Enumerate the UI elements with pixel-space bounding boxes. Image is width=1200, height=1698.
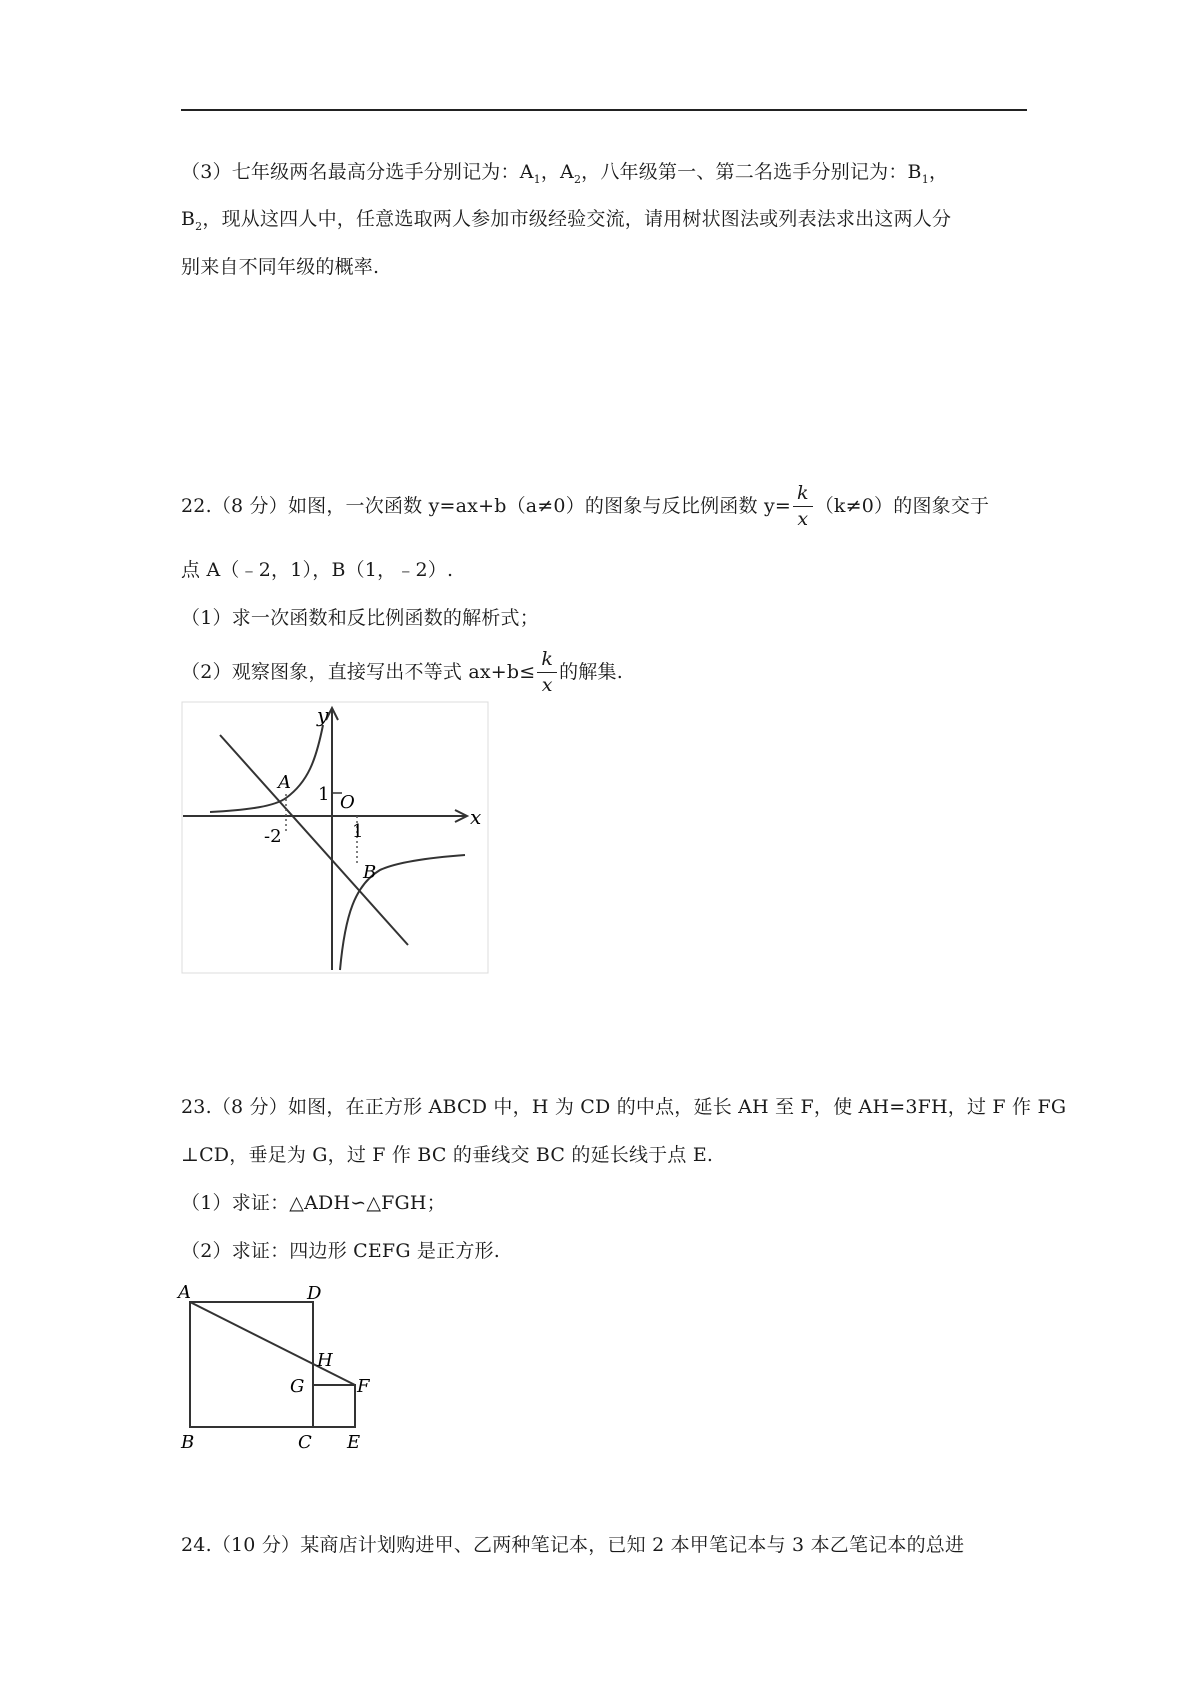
square-figure bbox=[175, 1280, 385, 1455]
label-a: A bbox=[178, 1282, 191, 1303]
subscript-a1: 1 bbox=[533, 172, 541, 186]
label-c: C bbox=[298, 1432, 312, 1453]
y-axis-label: y bbox=[317, 703, 329, 727]
q23-line2: ⊥CD，垂足为 G，过 F 作 BC 的垂线交 BC 的延长线于点 E. bbox=[181, 1144, 714, 1166]
point-b-label: B bbox=[363, 862, 377, 883]
q22-part2 bbox=[181, 650, 623, 696]
q23-part2: （2）求证：四边形 CEFG 是正方形. bbox=[181, 1240, 500, 1262]
x-axis-label: x bbox=[470, 805, 482, 829]
q21-part3-line3: 别来自不同年级的概率. bbox=[181, 256, 380, 278]
subscript-b1: 1 bbox=[921, 172, 929, 186]
q21-text-b2: B bbox=[181, 208, 196, 230]
function-graph-figure bbox=[180, 700, 490, 975]
q21-part3-line2 bbox=[181, 204, 951, 233]
x-tick-label-minus2: -2 bbox=[264, 826, 282, 847]
subscript-a2: 2 bbox=[573, 172, 582, 186]
fraction-k-over-x-2 bbox=[537, 650, 557, 696]
q22-text-a: 22.（8 分）如图，一次函数 y=ax+b（a≠0）的图象与反比例函数 y= bbox=[181, 494, 791, 517]
label-g: G bbox=[290, 1376, 305, 1397]
q22-part2-text-a: （2）观察图象，直接写出不等式 ax+b≤ bbox=[181, 660, 536, 683]
q24-line1: 24.（10 分）某商店计划购进甲、乙两种笔记本，已知 2 本甲笔记本与 3 本乙笔记本的总进 bbox=[181, 1534, 965, 1556]
q23-line1: 23.（8 分）如图，在正方形 ABCD 中，H 为 CD 的中点，延长 AH 至 F，使 AH=3FH，过 F 作 FG bbox=[181, 1096, 1067, 1118]
y-tick-label-1: 1 bbox=[318, 784, 330, 805]
label-f: F bbox=[357, 1376, 370, 1397]
subscript-b2: 2 bbox=[195, 219, 203, 233]
label-h: H bbox=[317, 1350, 333, 1371]
q21-text-a: （3）七年级两名最高分选手分别记为：A bbox=[181, 161, 534, 183]
fraction-numerator: k bbox=[537, 650, 557, 673]
q22-line2: 点 A（﹣2，1），B（1，﹣2）. bbox=[181, 559, 454, 581]
square-abcd bbox=[190, 1302, 313, 1427]
q21-text-b: ，八年级第一、第二名选手分别记为：B bbox=[581, 161, 922, 183]
linear-function-line bbox=[220, 735, 408, 945]
header-rule bbox=[181, 109, 1027, 111]
q22-line1 bbox=[181, 484, 989, 530]
origin-label: O bbox=[340, 792, 355, 813]
fraction-denominator: x bbox=[541, 673, 553, 696]
segment-af bbox=[190, 1302, 355, 1385]
label-e: E bbox=[347, 1432, 361, 1453]
hyperbola-branch-upper-left bbox=[210, 725, 323, 812]
q21-text-b1-post: ， bbox=[928, 161, 949, 183]
q21-part3-line1 bbox=[181, 157, 948, 186]
hyperbola-branch-lower-right bbox=[340, 855, 465, 970]
q23-part1: （1）求证：△ADH∽△FGH； bbox=[181, 1192, 446, 1214]
fraction-numerator: k bbox=[793, 484, 813, 507]
point-a-label: A bbox=[278, 772, 291, 793]
q22-part2-text-b: 的解集. bbox=[559, 660, 623, 683]
fraction-k-over-x bbox=[793, 484, 813, 530]
q21-text-a2: ，A bbox=[540, 161, 574, 183]
x-tick-label-1: 1 bbox=[352, 821, 364, 842]
square-cefg bbox=[313, 1385, 355, 1427]
label-b: B bbox=[181, 1432, 195, 1453]
fraction-denominator: x bbox=[797, 507, 809, 530]
label-d: D bbox=[307, 1283, 322, 1304]
q22-text-b: （k≠0）的图象交于 bbox=[814, 494, 990, 517]
q21-text-rest: ，现从这四人中，任意选取两人参加市级经验交流，请用树状图法或列表法求出这两人分 bbox=[202, 208, 952, 230]
q22-part1: （1）求一次函数和反比例函数的解析式； bbox=[181, 607, 539, 629]
